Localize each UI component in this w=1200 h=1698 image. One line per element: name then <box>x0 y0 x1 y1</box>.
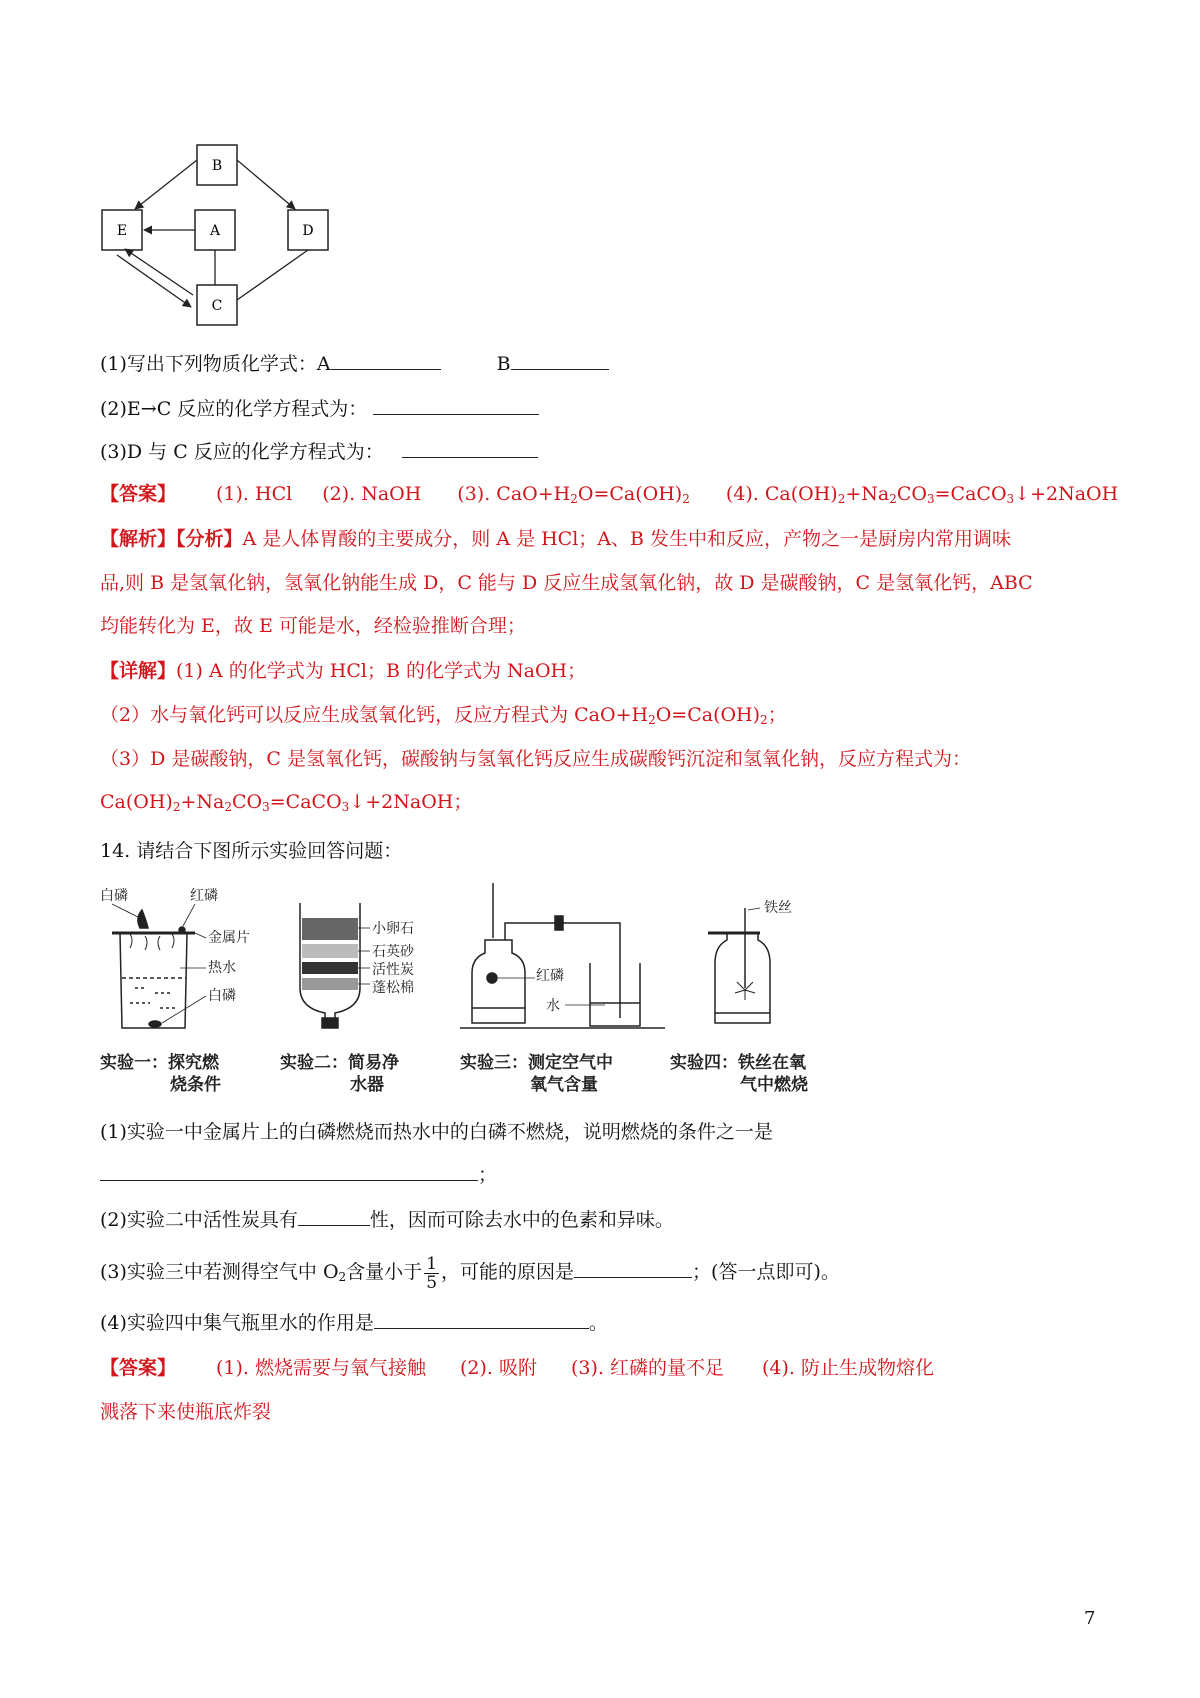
answer-4: (4). $Ca(OH)_2+Na_2CO_3=CaCO_3↓+2NaOH$ <box>725 483 1119 506</box>
exp2-label-activated-carbon: 活性炭 <box>372 962 414 978</box>
detail-line-2: （2）水与氧化钙可以反应生成氢氧化钙，反应方程式为 $CaO+H_2O=Ca(OH)_2$； <box>100 704 787 727</box>
exp3-label-water: 水 <box>546 998 560 1014</box>
q14-answer: 【答案】 (1). 燃烧需要与氧气接触 (2). 吸附 (3). 红磷的量不足 (4). 防止生成物熔化 <box>100 1357 935 1379</box>
exp1-label-white-phosphorus-top: 白磷 <box>100 888 128 904</box>
exp3-bottle <box>472 940 525 1023</box>
answer-tag: 【答案】 <box>100 483 177 505</box>
arrow-b-to-e <box>135 160 197 209</box>
answer-1: (1). HCl <box>216 483 293 505</box>
q13-line-2 <box>100 394 539 424</box>
exp2-label-pebbles: 小卵石 <box>372 921 414 937</box>
detail-text-1: (1) A 的化学式为 HCl；B 的化学式为 NaOH； <box>176 660 587 682</box>
exp4-label-iron-wire: 铁丝 <box>764 900 792 916</box>
analysis-line-2 <box>100 568 1033 598</box>
experiment-figure <box>100 878 860 1103</box>
caption-exp2-line1: 实验二：简易净 <box>280 1053 399 1073</box>
caption-exp2-line2: 水器 <box>350 1075 384 1095</box>
exp2-label-cotton: 蓬松棉 <box>372 980 414 996</box>
answer-2: (2). NaOH <box>322 483 422 505</box>
caption-exp4-line2: 气中燃烧 <box>740 1075 808 1095</box>
answer-blank-ec[interactable] <box>373 394 539 415</box>
answer-blank-14-2[interactable] <box>298 1205 370 1226</box>
q13-line-2-text: (2)E→C 反应的化学方程式为： <box>100 398 368 420</box>
analysis-line-3 <box>100 611 526 641</box>
arrow-b-to-d <box>237 160 295 209</box>
answer-blank-14-3[interactable] <box>574 1257 692 1278</box>
exp2-label-quartz-sand: 石英砂 <box>372 944 414 960</box>
answer-blank-dc[interactable] <box>402 437 538 458</box>
answer-blank-a[interactable] <box>331 349 441 370</box>
exp3-beaker <box>590 963 640 1026</box>
analysis-text-1: A 是人体胃酸的主要成分，则 A 是 HCl；A、B 发生中和反应，产物之一是厨房内常用调味 <box>242 528 1012 550</box>
analysis-tag: 【解析】【分析】 <box>100 528 243 550</box>
caption-exp3-line2: 氧气含量 <box>530 1075 598 1095</box>
q13-line-1 <box>100 349 609 379</box>
exp4-jar <box>715 933 770 1023</box>
line-c-d <box>237 250 308 300</box>
exp3-label-red-phosphorus: 红磷 <box>536 968 564 984</box>
answer-blank-14-1[interactable] <box>100 1160 478 1181</box>
node-d-label: D <box>302 223 314 239</box>
fraction-one-fifth: $\frac{1}{5}$ <box>426 1253 438 1293</box>
exp1-label-hot-water: 热水 <box>208 960 236 976</box>
q14-title-text: 14. 请结合下图所示实验回答问题： <box>100 840 403 862</box>
detail-line-3 <box>100 744 971 774</box>
q14-line-2: (2)实验二中活性炭具有 性，因而可除去水中的色素和异味。 <box>100 1205 674 1235</box>
detail-text-3: （3）D 是碳酸钠，C 是氢氧化钙，碳酸钠与氢氧化钙反应生成碳酸钙沉淀和氢氧化钠，反应方程式为： <box>100 748 971 770</box>
node-b-label: B <box>211 158 223 174</box>
q14-line-1-text: (1)实验一中金属片上的白磷燃烧而热水中的白磷不燃烧，说明燃烧的条件之一是 <box>100 1121 773 1143</box>
q14-line-1-blank-row: ； <box>100 1160 497 1190</box>
analysis-text-2: 品,则 B 是氢氧化钠，氢氧化钠能生成 D，C 能与 D 反应生成氢氧化钠，故 D 是碳酸钠，C 是氢氧化钙，ABC <box>100 572 1033 594</box>
q13-line-3 <box>100 437 538 467</box>
answer-blank-14-4[interactable] <box>374 1308 589 1329</box>
exp1-flame <box>138 910 148 928</box>
reaction-diagram <box>95 135 345 335</box>
q14-title <box>100 836 402 866</box>
q13-line-1-b: B <box>496 353 511 375</box>
caption-exp3-line1: 实验三：测定空气中 <box>460 1053 613 1073</box>
q13-line-3-text: (3)D 与 C 反应的化学方程式为： <box>100 441 384 463</box>
q14-line-3: (3)实验三中若测得空气中 $O_2$含量小于 $\frac{1}{5}$ ，可能的原因是 ；(答一点即可)。 <box>100 1253 840 1293</box>
q13-line-1-text: (1)写出下列物质化学式：A <box>100 353 331 375</box>
q14-answer-cont: 溅落下来使瓶底炸裂 <box>100 1401 272 1423</box>
q14-line-4: (4)实验四中集气瓶里水的作用是 。 <box>100 1308 608 1338</box>
exp1-label-white-phosphorus-bottom: 白磷 <box>208 988 236 1004</box>
caption-exp1-line2: 烧条件 <box>170 1075 221 1095</box>
answer-3: (3). $CaO+H_2O=Ca(OH)_2$ <box>457 483 690 506</box>
caption-exp4-line1: 实验四：铁丝在氧 <box>670 1053 806 1073</box>
node-c-label: C <box>211 298 223 314</box>
arrow-c-to-e <box>125 249 193 295</box>
detail-line-4: $Ca(OH)_2+Na_2CO_3=CaCO_3↓+2NaOH$； <box>100 791 473 814</box>
exp1-label-metal-plate: 金属片 <box>208 930 250 946</box>
detail-tag: 【详解】 <box>100 660 177 682</box>
node-e-label: E <box>116 223 128 239</box>
analysis-text-3: 均能转化为 E，故 E 可能是水，经检验推断合理； <box>100 615 526 637</box>
analysis-line-1 <box>100 524 1011 554</box>
exp1-label-red-phosphorus: 红磷 <box>190 888 218 904</box>
node-a-label: A <box>209 223 221 239</box>
q13-answer <box>100 479 1118 514</box>
detail-line-1 <box>100 656 586 686</box>
answer-blank-b[interactable] <box>511 349 609 370</box>
arrow-e-to-c <box>117 255 191 307</box>
caption-exp1-line1: 实验一：探究燃 <box>100 1053 219 1073</box>
q14-line-1 <box>100 1117 773 1147</box>
page-number: 7 <box>1084 1608 1096 1629</box>
